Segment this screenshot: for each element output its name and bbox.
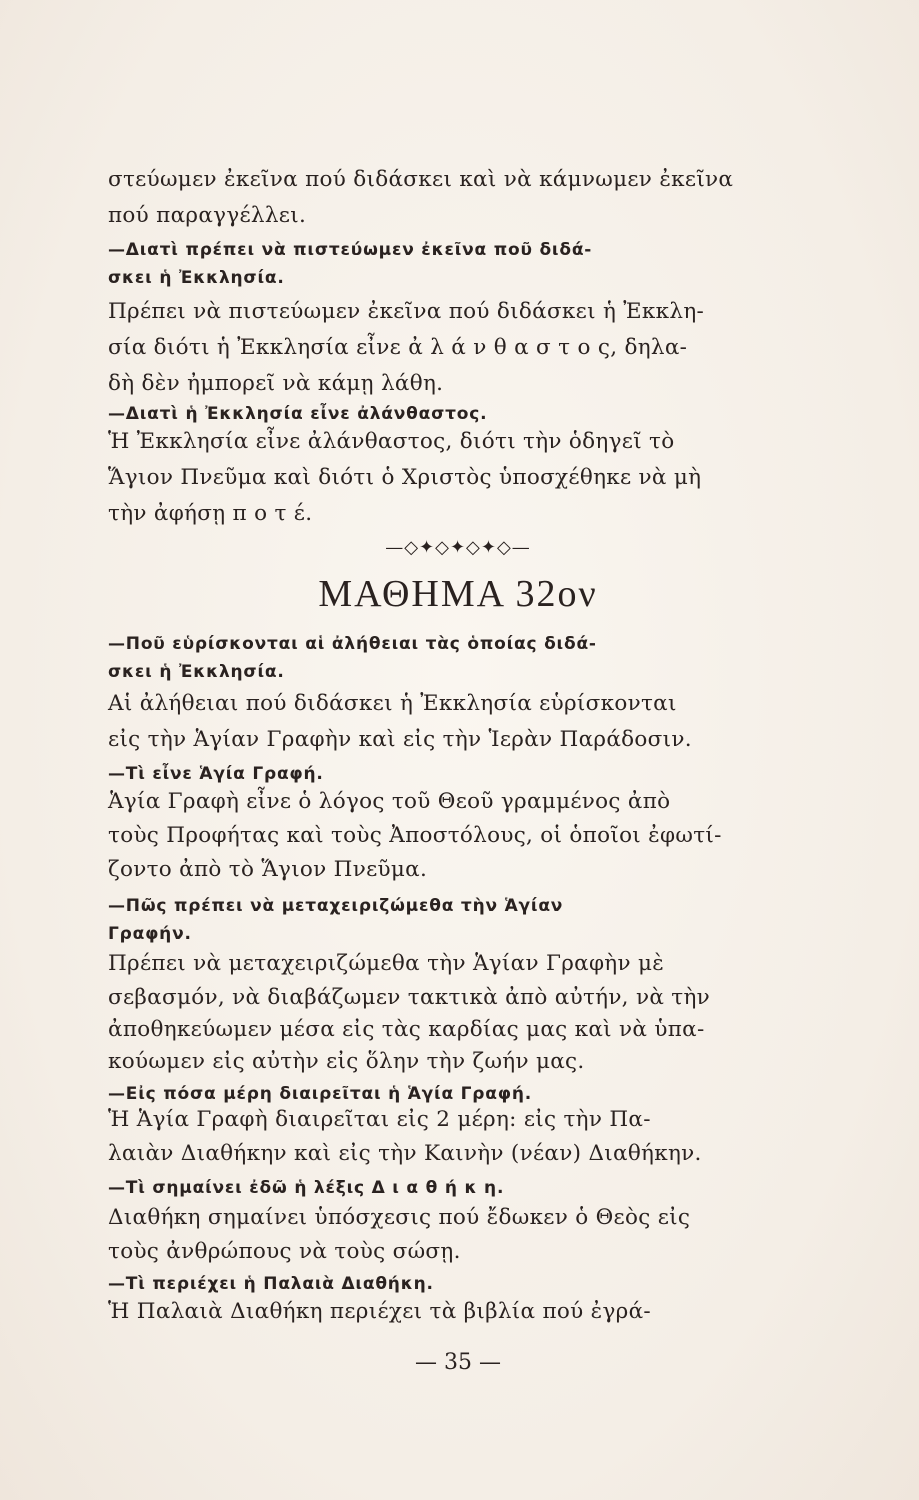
text-line: Διαθήκη σημαίνει ὑπόσχεσις πού ἔδωκεν ὁ Θεὸς εἰς: [108, 1205, 691, 1230]
text-line: τοὺς Προφήτας καὶ τοὺς Ἀποστόλους, οἱ ὁποῖοι ἐφωτί-: [108, 823, 722, 848]
text-line: εἰς τὴν Ἁγίαν Γραφὴν καὶ εἰς τὴν Ἱερὰν Παράδοσιν.: [108, 727, 692, 752]
text-line: τοὺς ἀνθρώπους νὰ τοὺς σώσῃ.: [108, 1239, 461, 1264]
text-line: πού παραγγέλλει.: [108, 203, 307, 228]
question-line: —Τὶ περιέχει ἡ Παλαιὰ Διαθήκη.: [108, 1274, 434, 1294]
text-line: λαιὰν Διαθήκην καὶ εἰς τὴν Καινὴν (νέαν) Διαθήκην.: [108, 1141, 702, 1166]
text-line: ζοντο ἀπὸ τὸ Ἅγιον Πνεῦμα.: [108, 857, 428, 882]
text-block: [108, 0, 808, 1500]
text-line: Ἁγία Γραφὴ εἶνε ὁ λόγος τοῦ Θεοῦ γραμμένος ἀπὸ: [108, 789, 671, 814]
text-line: σία διότι ἡ Ἐκκλησία εἶνε ἀ λ ά ν θ α σ τ ο ς, δηλα-: [108, 335, 688, 360]
text-line: ἀποθηκεύωμεν μέσα εἰς τὰς καρδίας μας καὶ νὰ ὑπα-: [108, 1017, 705, 1042]
text-line: Πρέπει νὰ μεταχειριζώμεθα τὴν Ἁγίαν Γραφὴν μὲ: [108, 951, 665, 976]
question-line: —Τὶ σημαίνει ἐδῶ ἡ λέξις Δ ι α θ ή κ η.: [108, 1178, 505, 1198]
text-line: Ἡ Ἁγία Γραφὴ διαιρεῖται εἰς 2 μέρη: εἰς τὴν Πα-: [108, 1107, 651, 1132]
page-number: — 35 —: [415, 1350, 501, 1375]
text-line: στεύωμεν ἐκεῖνα πού διδάσκει καὶ νὰ κάμνωμεν ἐκεῖνα: [108, 167, 734, 192]
text-line: σεβασμόν, νὰ διαβάζωμεν τακτικὰ ἀπὸ αὐτήν, νὰ τὴν: [108, 985, 711, 1010]
question-line: —Τὶ εἶνε Ἁγία Γραφή.: [108, 764, 324, 784]
question-line: Γραφήν.: [108, 924, 192, 944]
question-line: σκει ἡ Ἐκκλησία.: [108, 268, 285, 288]
text-line: τὴν ἀφήσῃ π ο τ έ.: [108, 501, 313, 526]
question-line: —Διατὶ ἡ Ἐκκλησία εἶνε ἀλάνθαστος.: [108, 404, 488, 424]
question-line: —Διατὶ πρέπει νὰ πιστεύωμεν ἐκεῖνα ποῦ διδά-: [108, 240, 593, 260]
text-line: Ἡ Παλαιὰ Διαθήκη περιέχει τὰ βιβλία πού ἐγρά-: [108, 1299, 651, 1324]
text-line: Αἱ ἀλήθειαι πού διδάσκει ἡ Ἐκκλησία εὑρίσκονται: [108, 691, 677, 716]
text-line: Πρέπει νὰ πιστεύωμεν ἐκεῖνα πού διδάσκει ἡ Ἐκκλη-: [108, 299, 705, 324]
question-line: —Πῶς πρέπει νὰ μεταχειριζώμεθα τὴν Ἁγίαν: [108, 896, 564, 916]
text-line: Ἡ Ἐκκλησία εἶνε ἀλάνθαστος, διότι τὴν ὁδηγεῖ τὸ: [108, 429, 675, 454]
ornament-divider: —◇✦◇✦◇✦◇—: [385, 537, 531, 558]
question-line: —Εἰς πόσα μέρη διαιρεῖται ἡ Ἁγία Γραφή.: [108, 1084, 533, 1104]
question-line: σκει ἡ Ἐκκλησία.: [108, 662, 285, 682]
text-line: δὴ δὲν ἠμπορεῖ νὰ κάμῃ λάθη.: [108, 371, 444, 396]
question-line: —Ποῦ εὑρίσκονται αἱ ἀλήθειαι τὰς ὁποίας διδά-: [108, 634, 597, 654]
text-line: Ἅγιον Πνεῦμα καὶ διότι ὁ Χριστὸς ὑποσχέθηκε νὰ μὴ: [108, 465, 702, 490]
text-line: κούωμεν εἰς αὐτὴν εἰς ὅλην τὴν ζωήν μας.: [108, 1049, 585, 1074]
lesson-title: ΜΑΘΗΜΑ 32ον: [318, 573, 598, 615]
